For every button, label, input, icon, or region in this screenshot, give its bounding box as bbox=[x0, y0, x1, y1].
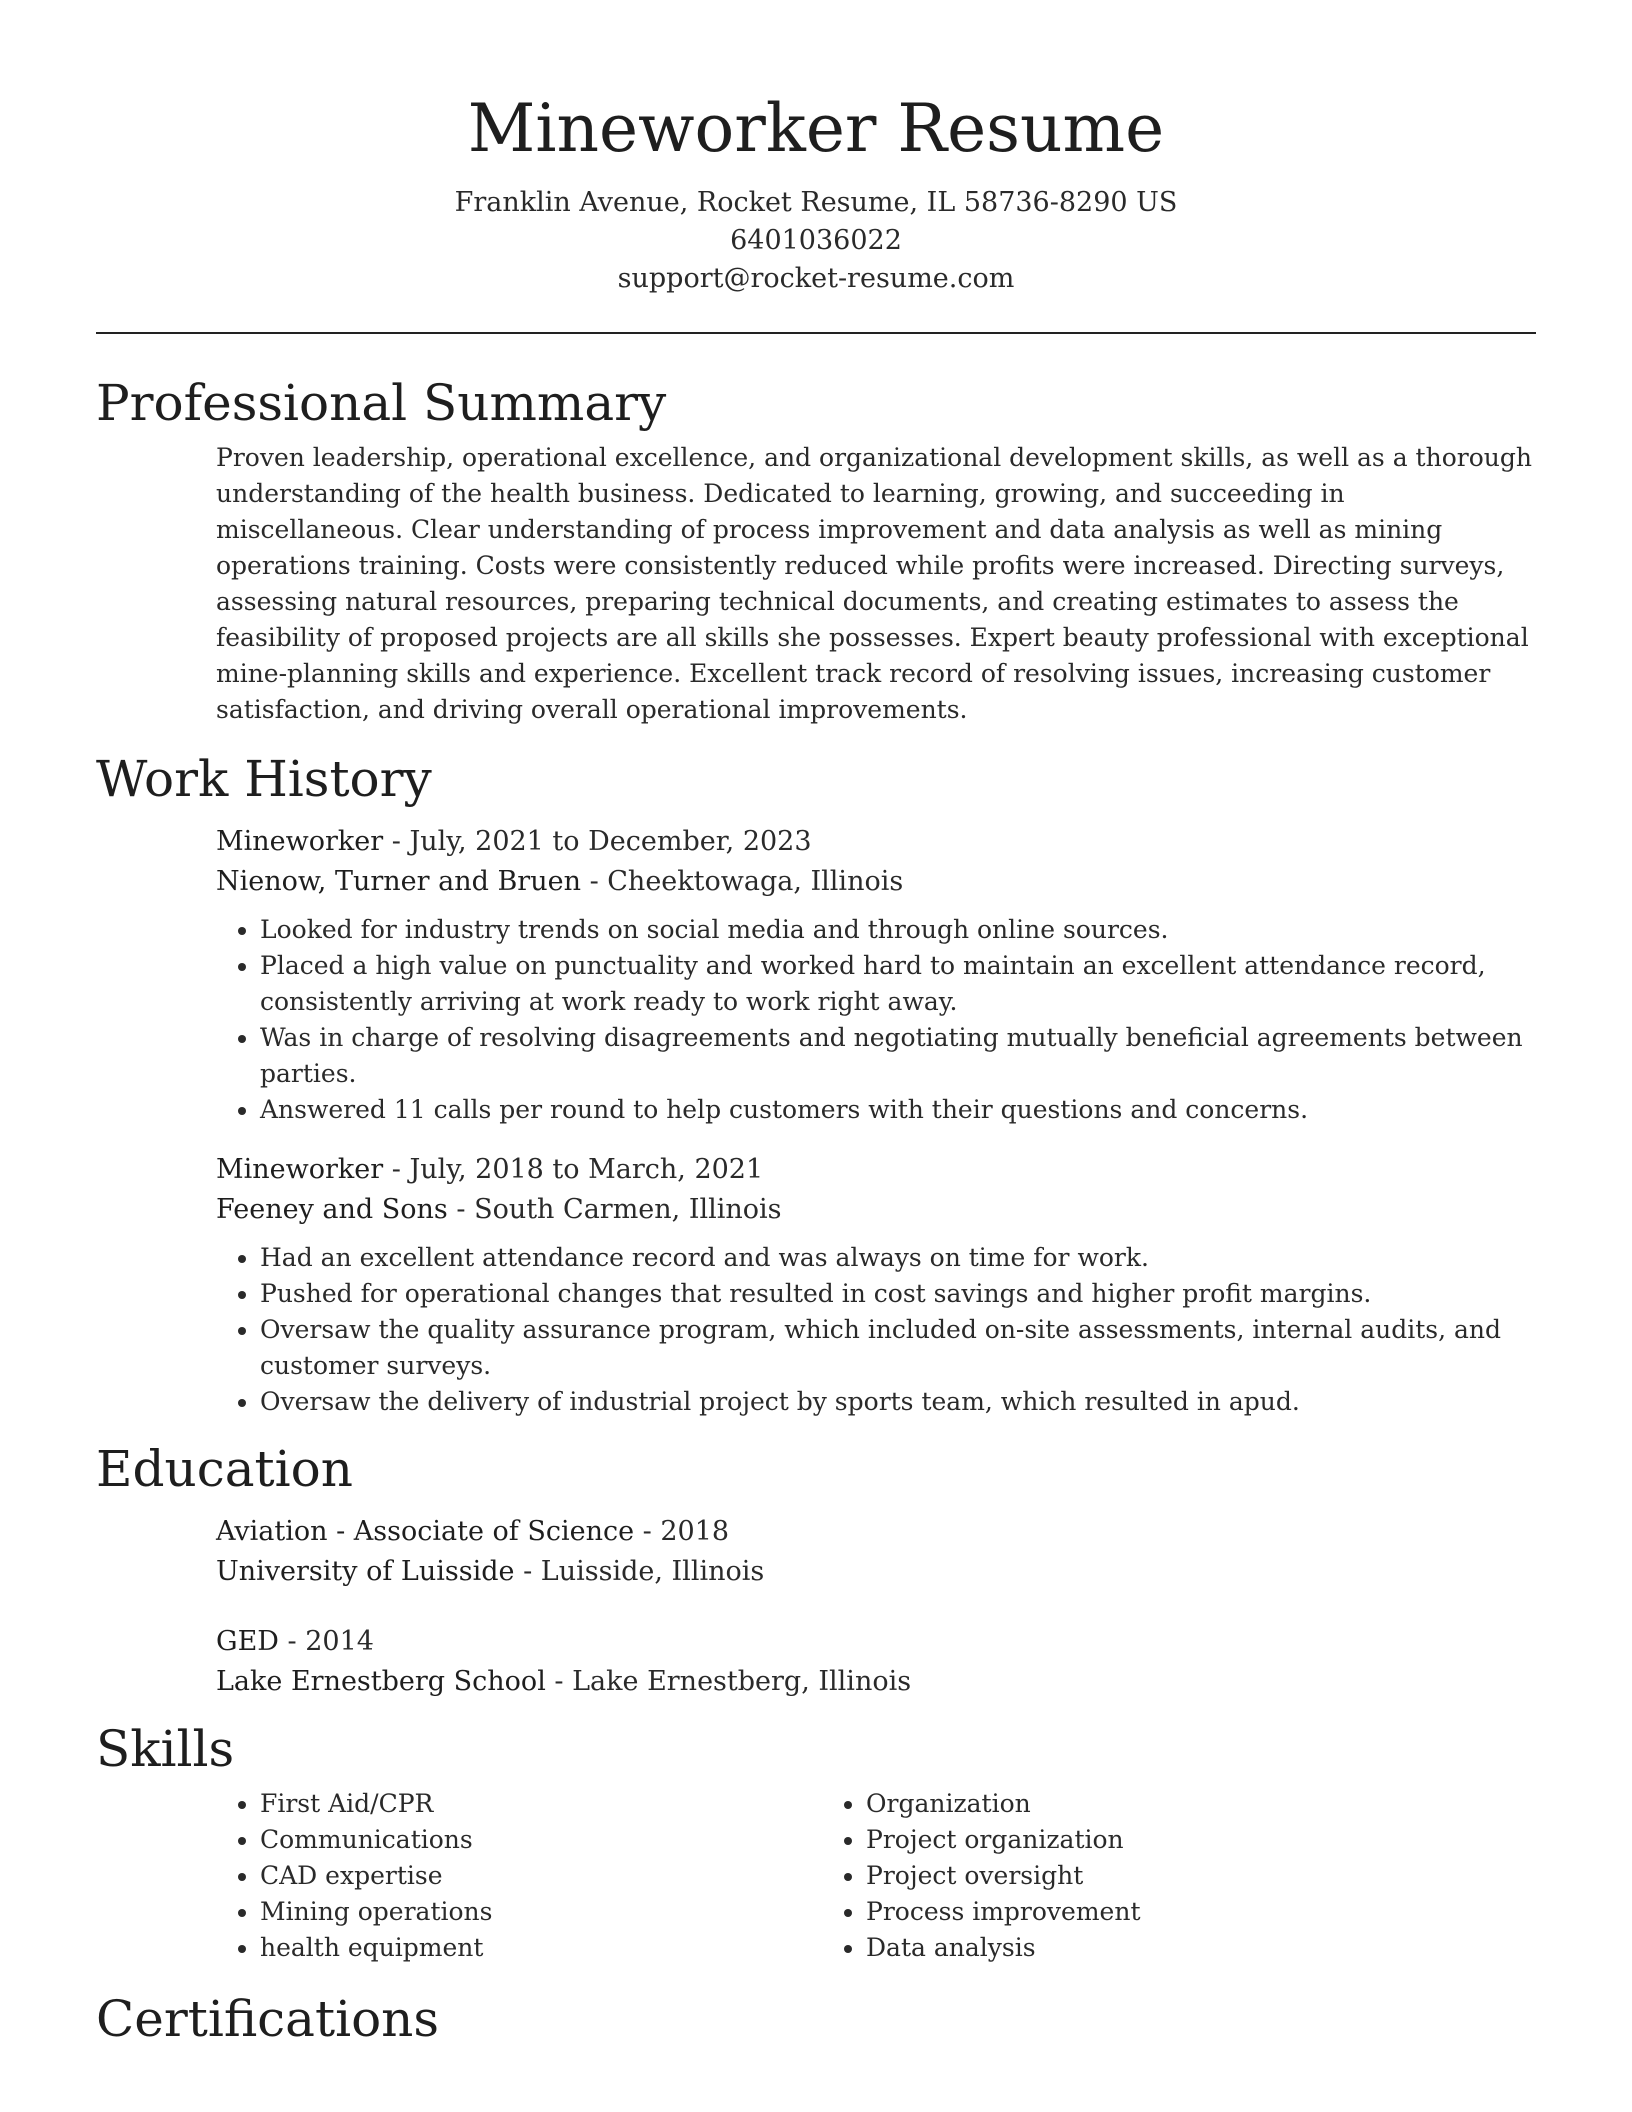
contact-address: Franklin Avenue, Rocket Resume, IL 58736-8290 US bbox=[454, 187, 1178, 218]
section-title-skills: Skills bbox=[96, 1720, 235, 1778]
job-bullet: • Oversaw the delivery of industrial project by sports team, which resulted in apud. bbox=[260, 1384, 1536, 1420]
section-title-education: Education bbox=[96, 1440, 353, 1498]
resume-title: Mineworker Resume bbox=[467, 90, 1165, 167]
job-title: Mineworker bbox=[216, 826, 384, 857]
job-title: Mineworker bbox=[216, 1154, 384, 1185]
education-year: - 2018 bbox=[634, 1516, 730, 1547]
job-title-line bbox=[216, 1150, 1536, 1190]
skill-item: • Organization bbox=[866, 1786, 1428, 1822]
job-company: Nienow, Turner and Bruen bbox=[216, 866, 581, 897]
skill-item: • health equipment bbox=[260, 1930, 822, 1966]
education-location: - Luisside, Illinois bbox=[514, 1556, 765, 1587]
section-title-work-history: Work History bbox=[96, 750, 432, 808]
skill-item: • Project organization bbox=[866, 1822, 1428, 1858]
education-degree-line bbox=[216, 1622, 1536, 1662]
header-divider bbox=[96, 332, 1536, 334]
job-bullet: • Looked for industry trends on social media and through online sources. bbox=[260, 912, 1536, 948]
skill-item: • CAD expertise bbox=[260, 1858, 822, 1894]
skill-item: • First Aid/CPR bbox=[260, 1786, 822, 1822]
skill-item: • Mining operations bbox=[260, 1894, 822, 1930]
skill-item: • Communications bbox=[260, 1822, 822, 1858]
job-bullet: • Answered 11 calls per round to help customers with their questions and concerns. bbox=[260, 1092, 1536, 1128]
job-company-line bbox=[216, 862, 1536, 902]
contact-phone: 6401036022 bbox=[730, 225, 902, 256]
skills-column-left bbox=[216, 1786, 822, 1966]
job-company-line bbox=[216, 1190, 1536, 1230]
education-entry bbox=[216, 1622, 1536, 1702]
job-bullet: • Was in charge of resolving disagreements and negotiating mutually beneficial agreements between parties. bbox=[260, 1020, 1536, 1092]
resume-page bbox=[96, 0, 1536, 2050]
job-entry bbox=[216, 822, 1536, 902]
education-school: University of Luisside bbox=[216, 1556, 515, 1587]
skills-list bbox=[216, 1786, 1536, 1966]
job-title-line bbox=[216, 822, 1536, 862]
section-title-certifications: Certifications bbox=[96, 1990, 440, 2048]
job-location: - Cheektowaga, Illinois bbox=[580, 866, 904, 897]
education-school-line bbox=[216, 1662, 1536, 1702]
contact-email: support@rocket-resume.com bbox=[617, 263, 1015, 294]
education-location: - Lake Ernestberg, Illinois bbox=[545, 1666, 912, 1697]
job-bullet: • Placed a high value on punctuality and worked hard to maintain an excellent attendance record, consistently arriving at work ready to work right away. bbox=[260, 948, 1536, 1020]
education-degree-line bbox=[216, 1512, 1536, 1552]
education-entry bbox=[216, 1512, 1536, 1592]
education-school: Lake Ernestberg School bbox=[216, 1666, 546, 1697]
contact-block bbox=[96, 184, 1536, 298]
education-degree: GED bbox=[216, 1626, 279, 1657]
job-bullet: • Had an excellent attendance record and was always on time for work. bbox=[260, 1240, 1536, 1276]
skill-item: • Data analysis bbox=[866, 1930, 1428, 1966]
job-bullet: • Pushed for operational changes that resulted in cost savings and higher profit margins. bbox=[260, 1276, 1536, 1312]
education-year: - 2014 bbox=[278, 1626, 374, 1657]
job-dates: - July, 2021 to December, 2023 bbox=[383, 826, 812, 857]
job-location: - South Carmen, Illinois bbox=[447, 1194, 782, 1225]
education-school-line bbox=[216, 1552, 1536, 1592]
job-entry bbox=[216, 1150, 1536, 1230]
summary-text: Proven leadership, operational excellence, and organizational development skills, as well as a thorough understanding of the health business. Dedicated to learning, growing, and succeeding in miscellaneous. Clear understanding of process improvement and data analysis as well as mining operations training. Costs were consistently reduced while profits were increased. Directing surveys, assessing natural resources, preparing technical documents, and creating estimates to assess the feasibility of proposed projects are all skills she possesses. Expert beauty professional with exceptional mine-planning skills and experience. Excellent track record of resolving issues, increasing customer satisfaction, and driving overall operational improvements. bbox=[216, 443, 1532, 724]
job-dates: - July, 2018 to March, 2021 bbox=[383, 1154, 764, 1185]
section-title-summary: Professional Summary bbox=[96, 374, 667, 432]
job-company: Feeney and Sons bbox=[216, 1194, 448, 1225]
job-bullets bbox=[216, 912, 1536, 1128]
job-bullets bbox=[216, 1240, 1536, 1420]
job-bullet: • Oversaw the quality assurance program, which included on-site assessments, internal audits, and customer surveys. bbox=[260, 1312, 1536, 1384]
skills-column-right bbox=[822, 1786, 1428, 1966]
skill-item: • Process improvement bbox=[866, 1894, 1428, 1930]
education-degree: Aviation - Associate of Science bbox=[216, 1516, 635, 1547]
skill-item: • Project oversight bbox=[866, 1858, 1428, 1894]
